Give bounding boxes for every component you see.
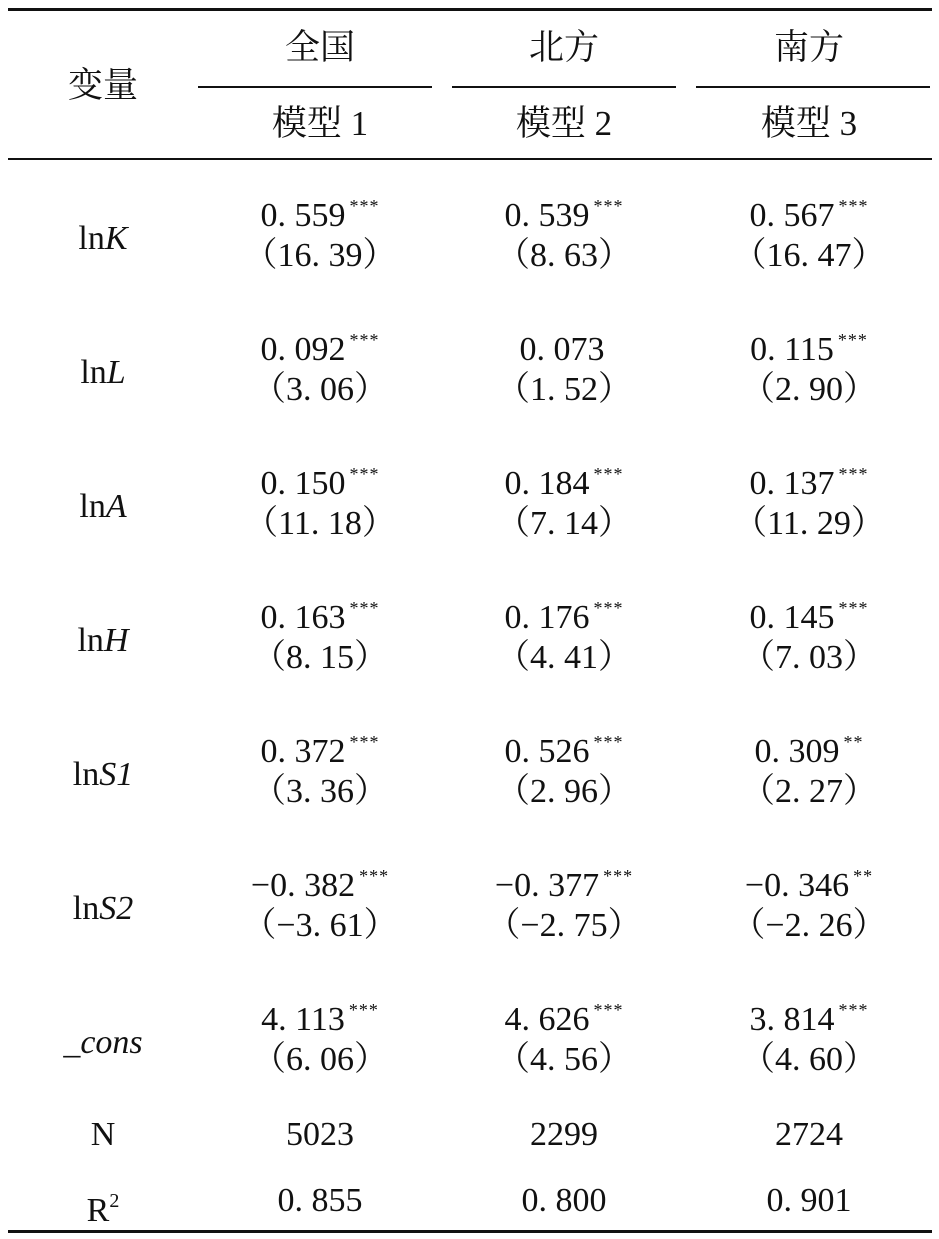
t-statistic: （−2. 75） [486,907,642,944]
significance-stars: *** [593,1000,624,1020]
t-statistic: （4. 60） [741,1041,877,1078]
coefficient-value: 0. 176 [504,599,590,636]
t-statistic: （6. 06） [252,1041,388,1078]
row-label [8,621,198,661]
row-label [8,219,198,259]
significance-stars: *** [838,464,869,484]
coefficient-cell [686,454,932,504]
significance-stars: *** [349,330,380,350]
footer-r2-value-3: 0. 901 [766,1182,852,1219]
significance-stars: ** [853,866,874,886]
row-label-variable: S1 [99,756,134,793]
group-rule-2 [452,86,676,88]
coefficient-cell [442,320,686,370]
row-label-prefix: ln [77,622,104,659]
coefficient-cell [198,588,442,638]
coefficient-value: 0. 145 [749,599,835,636]
t-statistic: （16. 39） [243,237,397,274]
model-header-1: 模型 1 [271,104,369,143]
coefficient-cell [686,588,932,638]
t-statistic: （11. 29） [733,505,885,542]
model-header-3: 模型 3 [760,104,858,143]
row-label-prefix: ln [72,890,100,927]
significance-stars: *** [838,196,869,216]
coefficient-cell [198,722,442,772]
row-label-prefix: ln [72,756,100,793]
t-statistic: （8. 63） [496,237,632,274]
significance-stars: *** [349,598,380,618]
row-label-prefix: ln [79,488,106,525]
coefficient-value: 4. 113 [261,1001,345,1038]
coefficient-cell [198,856,442,906]
t-statistic: （2. 90） [741,371,877,408]
table-top-rule [8,8,932,11]
coefficient-value: 0. 073 [519,331,605,368]
footer-label-r: R [86,1192,110,1229]
coefficient-cell [686,722,932,772]
table-header-rule [8,158,932,160]
coefficient-cell [686,186,932,236]
row-label [8,755,198,795]
significance-stars: *** [593,196,624,216]
coefficient-value: −0. 382 [250,867,356,904]
t-statistic: （2. 27） [741,773,877,810]
row-label-variable: A [105,488,127,525]
row-label [8,487,198,527]
footer-label-r2 [8,1181,198,1231]
coefficient-value: 0. 184 [504,465,590,502]
footer-n-value-3: 2724 [775,1116,843,1153]
coefficient-value: −0. 377 [494,867,600,904]
significance-stars: *** [838,1000,869,1020]
coefficient-value: 4. 626 [504,1001,590,1038]
coefficient-value: 0. 559 [260,197,346,234]
coefficient-value: 0. 309 [754,733,840,770]
significance-stars: *** [837,330,868,350]
significance-stars: *** [593,464,624,484]
t-statistic: （16. 47） [732,237,886,274]
variable-header: 变量 [67,66,138,105]
t-statistic: （4. 41） [496,639,632,676]
t-statistic: （−3. 61） [242,907,398,944]
footer-n-value-1: 5023 [286,1116,354,1153]
footer-n-value-2: 2299 [530,1116,598,1153]
footer-r2-value-1: 0. 855 [277,1182,363,1219]
significance-stars: *** [593,598,624,618]
group-header-national: 全国 [284,28,355,67]
coefficient-cell [442,588,686,638]
row-label [8,353,198,393]
significance-stars: *** [349,196,380,216]
coefficient-value: 0. 092 [260,331,346,368]
coefficient-value: 3. 814 [749,1001,835,1038]
coefficient-value: 0. 163 [260,599,346,636]
row-label [8,889,198,929]
coefficient-value: 0. 115 [750,331,834,368]
footer-r2-value-2: 0. 800 [521,1182,607,1219]
coefficient-cell [686,320,932,370]
coefficient-value: 0. 372 [260,733,346,770]
coefficient-cell [686,990,932,1040]
t-statistic: （7. 14） [496,505,632,542]
coefficient-cell [198,320,442,370]
t-statistic: （2. 96） [496,773,632,810]
coefficient-value: 0. 526 [504,733,590,770]
coefficient-value: 0. 539 [504,197,590,234]
significance-stars: *** [838,598,869,618]
significance-stars: *** [349,464,380,484]
row-label-variable: _cons [63,1024,143,1061]
row-label-prefix: ln [78,220,105,257]
row-label-prefix: ln [80,354,107,391]
significance-stars: *** [603,866,634,886]
t-statistic: （3. 36） [252,773,388,810]
coefficient-cell [442,990,686,1040]
group-rule-1 [198,86,432,88]
row-label [8,1023,198,1063]
row-label-variable: K [104,220,128,257]
coefficient-value: −0. 346 [744,867,850,904]
footer-label-r-sup: 2 [109,1190,120,1212]
t-statistic: （1. 52） [496,371,632,408]
significance-stars: *** [349,732,380,752]
t-statistic: （11. 18） [244,505,396,542]
t-statistic: （−2. 26） [731,907,887,944]
coefficient-cell [686,856,932,906]
coefficient-cell [442,856,686,906]
coefficient-cell [198,990,442,1040]
coefficient-cell [198,454,442,504]
coefficient-cell [442,454,686,504]
group-header-south: 南方 [773,28,844,67]
t-statistic: （7. 03） [741,639,877,676]
coefficient-cell [198,186,442,236]
significance-stars: *** [359,866,390,886]
coefficient-value: 0. 150 [260,465,346,502]
row-label-variable: L [106,354,126,391]
coefficient-value: 0. 567 [749,197,835,234]
model-header-2: 模型 2 [515,104,613,143]
significance-stars: *** [593,732,624,752]
coefficient-cell [442,186,686,236]
significance-stars: ** [843,732,864,752]
group-header-north: 北方 [528,28,599,67]
significance-stars: *** [348,1000,379,1020]
row-label-variable: H [103,622,129,659]
t-statistic: （8. 15） [252,639,388,676]
coefficient-value: 0. 137 [749,465,835,502]
footer-label-n: N [90,1116,116,1153]
coefficient-cell [442,722,686,772]
t-statistic: （3. 06） [252,371,388,408]
row-label-variable: S2 [99,890,134,927]
t-statistic: （4. 56） [496,1041,632,1078]
group-rule-3 [696,86,930,88]
